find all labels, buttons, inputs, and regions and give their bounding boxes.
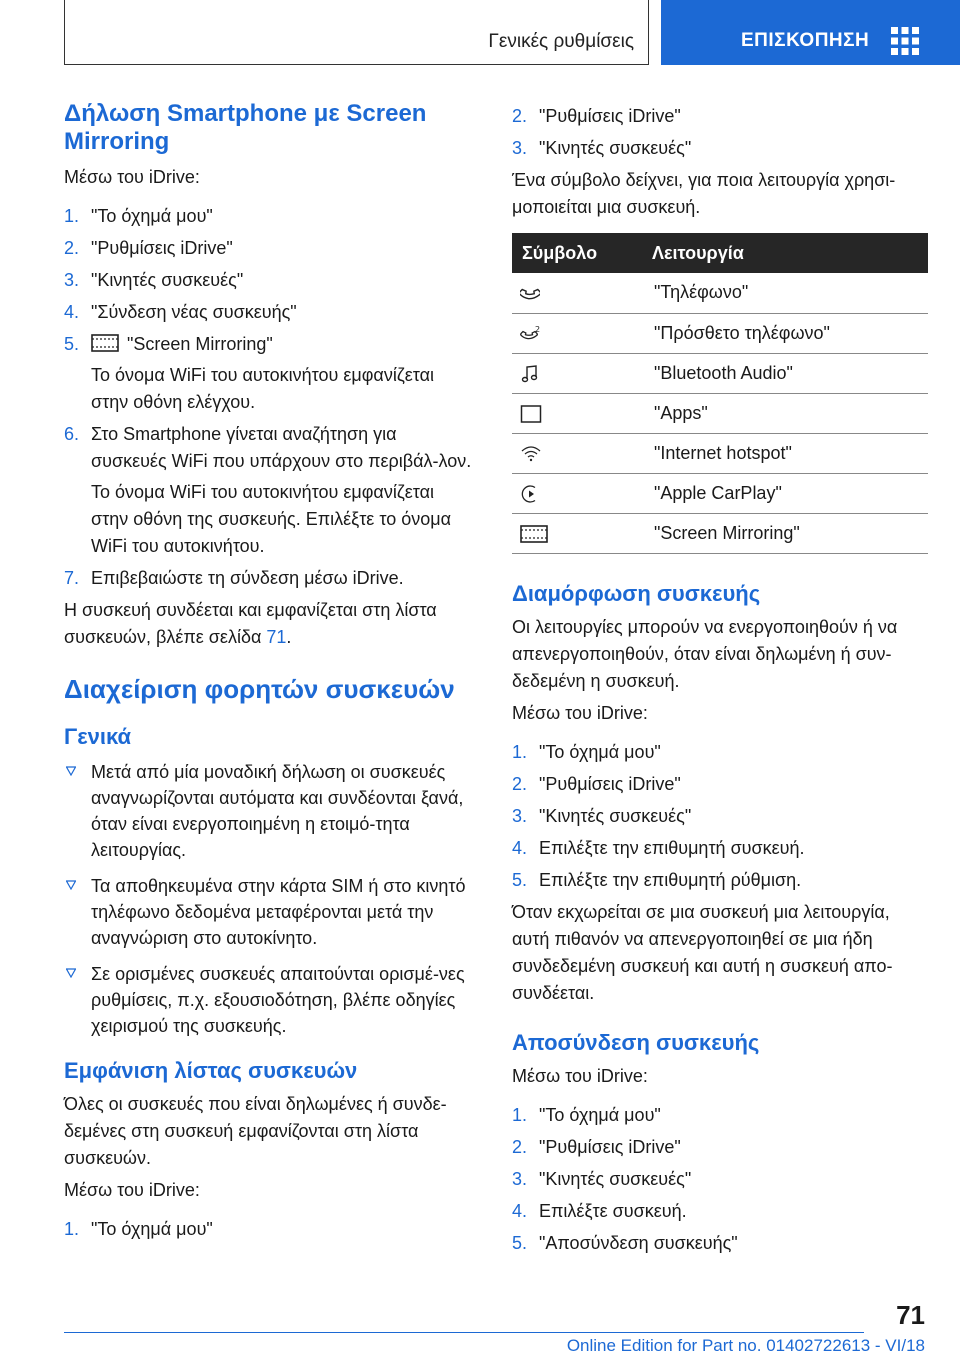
list-item: 3. "Κινητές συσκευές" [64,270,244,290]
grid-menu-icon [891,27,919,55]
list-item: 2. "Ρυθμίσεις iDrive" [512,1136,681,1157]
table-row: "Τηλέφωνο" [512,273,928,313]
device-list-heading: Εμφάνιση λίστας συσκευών [64,1058,358,1083]
device-list-via: Μέσω του iDrive: [64,1180,200,1200]
device-list-steps [64,1216,476,1243]
general-heading: Γενικά [64,724,132,749]
left-column [64,100,476,1248]
section-tab[interactable] [64,0,649,65]
list-item: 3. "Κινητές συσκευές" [512,1168,692,1189]
declaration-result: Η συσκευή συνδέεται και εμφανίζεται στη λίστα συσκευών, βλέπε σελίδα 71. [64,600,437,647]
table-row: "Internet hotspot" [512,433,928,473]
screen-mirroring-icon [520,524,548,544]
config-heading: Διαμόρφωση συσκευής [512,580,761,606]
management-heading: Διαχείριση φορητών συσκευών [64,674,455,704]
list-item: 1. "Το όχημά μου" [512,741,661,762]
wifi-icon [520,444,542,464]
declaration-via: Μέσω του iDrive: [64,167,200,187]
table-row: 2 "Πρόσθετο τηλέφωνο" [512,313,928,353]
list-item: 1. "Το όχημά μου" [64,206,213,226]
list-item: 4. Επιλέξτε την επιθυμητή συσκευή. [512,837,805,858]
declaration-steps [64,203,476,592]
disconnect-via: Μέσω του iDrive: [512,1065,648,1086]
page-number: 71 [896,1300,925,1330]
carplay-icon [520,484,542,504]
footer-divider [64,1332,864,1333]
list-item: 2. "Ρυθμίσεις iDrive" [64,238,233,258]
right-column [512,103,928,1262]
list-item: 3. "Κινητές συσκευές" [512,805,692,826]
list-item: 5. "Screen Mirroring" Το όνομα WiFi του αυτοκινήτου εμφανίζεται στην οθόνη ελέγχου. [64,334,435,412]
table-row: "Apple CarPlay" [512,473,928,513]
continued-steps [512,103,928,162]
triangle-bullet-icon [66,968,76,978]
triangle-bullet-icon [66,880,76,890]
list-item: Τα αποθηκευμένα στην κάρτα SIM ή στο κινητό τηλέφωνο δεδομένα μεταφέρονται μετά την αναγνώριση στο αυτοκίνητο. [64,873,476,951]
table-header-symbol: Σύμβολο [512,233,642,273]
list-item: 3. "Κινητές συσκευές" [512,138,692,158]
list-item: Μετά από μία μοναδική δήλωση οι συσκευές αναγνωρίζονται αυτόματα και συνδέονται ξανά, όταν είναι ενεργοποιημένη η ετοιμό-τητα λειτουργίας. [64,759,476,863]
list-item: Σε ορισμένες συσκευές απαιτούνται ορισμέ-νες ρυθμίσεις, π.χ. εξουσιοδότηση, βλέπε οδηγίες χειρισμού της συσκευής. [64,961,476,1039]
config-note: Όταν εκχωρείται σε μια συσκευή μια λειτουργία, αυτή πιθανόν να απενεργοποιηθεί σε μια ήδη συνδεδεμένη συσκευή και αυτή η συσκευή απο-συνδέεται. [512,901,893,1003]
list-item: 2. "Ρυθμίσεις iDrive" [512,106,681,126]
table-row: "Bluetooth Audio" [512,353,928,393]
list-item: 4. Επιλέξτε συσκευή. [512,1200,687,1221]
list-item: 1. "Το όχημά μου" [64,1219,213,1239]
list-item: 2. "Ρυθμίσεις iDrive" [512,773,681,794]
list-item: 7. Επιβεβαιώστε τη σύνδεση μέσω iDrive. [64,568,404,588]
general-bullets [64,759,476,1039]
phone-icon [520,283,540,303]
phone-2-icon [520,324,542,344]
list-item: 4. "Σύνδεση νέας συσκευής" [64,302,297,322]
apps-square-icon [520,404,542,424]
config-text: Οι λειτουργίες μπορούν να ενεργοποιηθούν ή να απενεργοποιηθούν, όταν είναι δηλωμένη ή συν-δεδεμένη η συσκευή. [512,616,898,691]
list-item: 1. "Το όχημά μου" [512,1104,661,1125]
declaration-heading: Δήλωση Smartphone με Screen Mirroring [64,100,427,155]
svg-text:2: 2 [535,324,541,334]
table-header-function: Λειτουργία [642,233,928,273]
section-title: Γενικές ρυθμίσεις [488,31,634,52]
config-steps [512,739,928,894]
table-row: "Screen Mirroring" [512,513,928,553]
overview-label: ΕΠΙΣΚΟΠΗΣΗ [741,30,870,51]
device-list-text: Όλες οι συσκευές που είναι δηλωμένες ή συνδε-δεμένες στη συσκευή εμφανίζονται στη λίστα συσκευών. [64,1094,447,1168]
page-link[interactable]: 71 [266,627,287,647]
page-header [64,0,960,66]
edition-footer: Online Edition for Part no. 01402722613 - VI/18 [566,1336,925,1355]
config-via: Μέσω του iDrive: [512,702,648,723]
symbol-table [512,233,928,554]
disconnect-heading: Αποσύνδεση συσκευής [512,1029,760,1055]
list-item: 6. Στο Smartphone γίνεται αναζήτηση για συσκευές WiFi που υπάρχουν στο περιβάλ-λον. Το όνομα WiFi του αυτοκινήτου εμφανίζεται στην οθόνη της συσκευής. Επιλέξτε το όνομα WiFi του αυτοκινήτου. [64,424,472,556]
disconnect-steps [512,1102,928,1257]
overview-tab[interactable] [661,0,960,65]
list-item: 5. "Αποσύνδεση συσκευής" [512,1232,738,1253]
triangle-bullet-icon [66,766,76,776]
table-row: "Apps" [512,393,928,433]
music-note-icon [520,364,540,384]
screen-mirroring-icon [91,333,119,353]
symbol-intro: Ένα σύμβολο δείχνει, για ποια λειτουργία χρησι-μοποιείται μια συσκευή. [512,170,896,217]
list-item: 5. Επιλέξτε την επιθυμητή ρύθμιση. [512,869,802,890]
